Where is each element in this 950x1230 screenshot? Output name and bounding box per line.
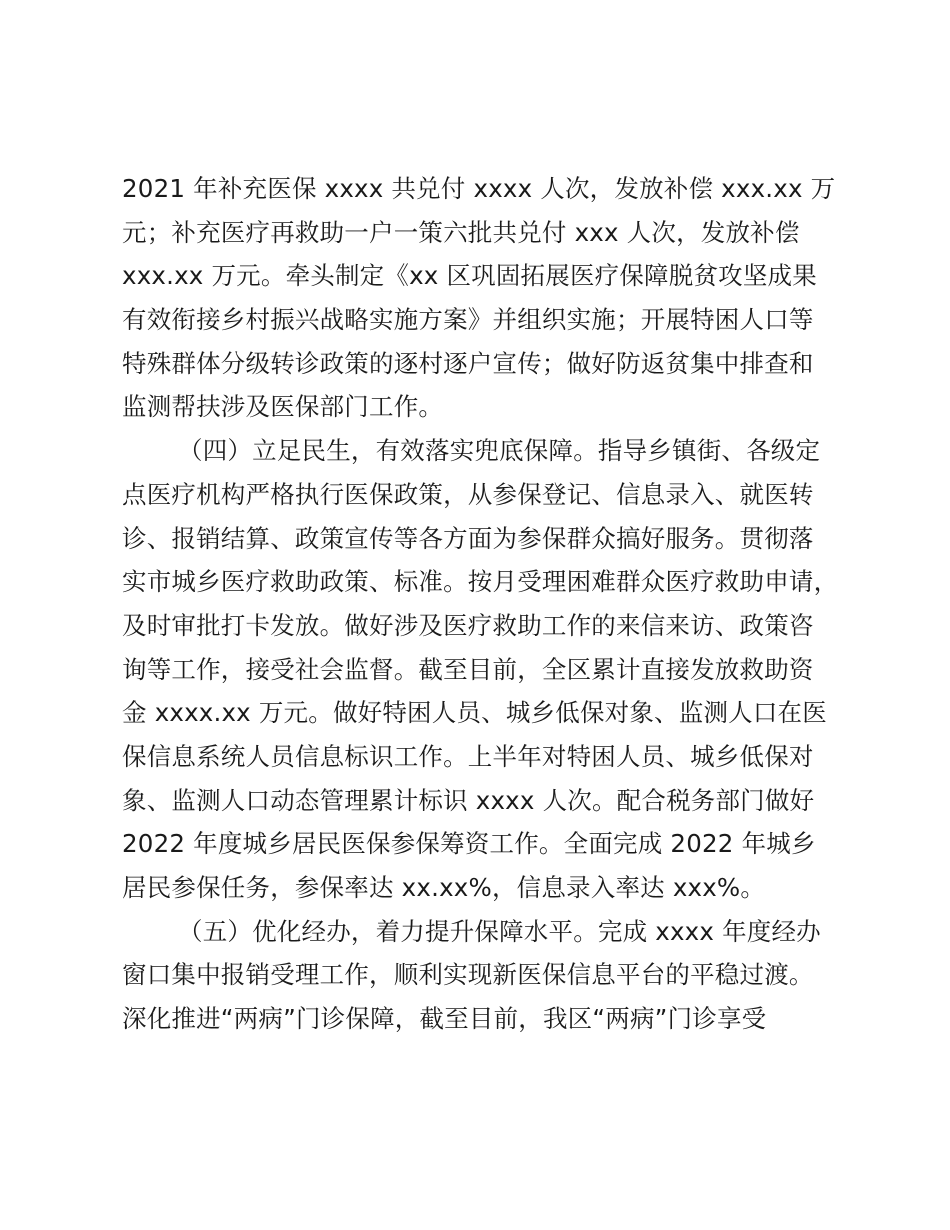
text-line: xxx.xx 万元。牵头制定《xx 区巩固拓展医疗保障脱贫攻坚成果 [122,261,817,291]
text-line: 2022 年度城乡居民医保参保筹资工作。全面完成 2022 年城乡 [122,829,816,859]
text-line: 居民参保任务，参保率达 xx.xx%，信息录入率达 xxx%。 [122,873,766,902]
text-line: 2021 年补充医保 xxxx 共兑付 xxxx 人次，发放补偿 xxx.xx 万 [122,174,836,203]
paragraph-heading-line: （四）立足民生，有效落实兜底保障。指导乡镇街、各级定 [178,436,821,466]
text-line: 及时审批打卡发放。做好涉及医疗救助工作的来信来访、政策咨 [122,610,814,640]
text-line: 有效衔接乡村振兴战略实施方案》并组织实施；开展特困人口等 [122,305,814,335]
text-line: 特殊群体分级转诊政策的逐村逐户宣传；做好防返贫集中排查和 [122,348,814,378]
text-line: 象、监测人口动态管理累计标识 xxxx 人次。配合税务部门做好 [122,785,815,815]
paragraph-heading-line: （五）优化经办，着力提升保障水平。完成 xxxx 年度经办 [178,916,821,946]
text-line: 点医疗机构严格执行医保政策，从参保登记、信息录入、就医转 [122,479,814,509]
text-line: 诊、报销结算、政策宣传等各方面为参保群众搞好服务。贯彻落 [122,523,814,553]
text-line: 元；补充医疗再救助一户一策六批共兑付 xxx 人次，发放补偿 [122,217,800,247]
text-line: 保信息系统人员信息标识工作。上半年对特困人员、城乡低保对 [122,741,814,771]
document-body [122,167,842,1041]
text-line: 深化推进“两病”门诊保障，截至目前，我区“两病”门诊享受 [122,1004,767,1034]
text-line: 金 xxxx.xx 万元。做好特困人员、城乡低保对象、监测人口在医 [122,698,827,728]
text-line: 询等工作，接受社会监督。截至目前，全区累计直接发放救助资 [122,654,814,684]
text-line: 窗口集中报销受理工作，顺利实现新医保信息平台的平稳过渡。 [122,960,814,990]
text-line: 实市城乡医疗救助政策、标准。按月受理困难群众医疗救助申请， [122,567,839,597]
text-line: 监测帮扶涉及医保部门工作。 [122,392,444,422]
